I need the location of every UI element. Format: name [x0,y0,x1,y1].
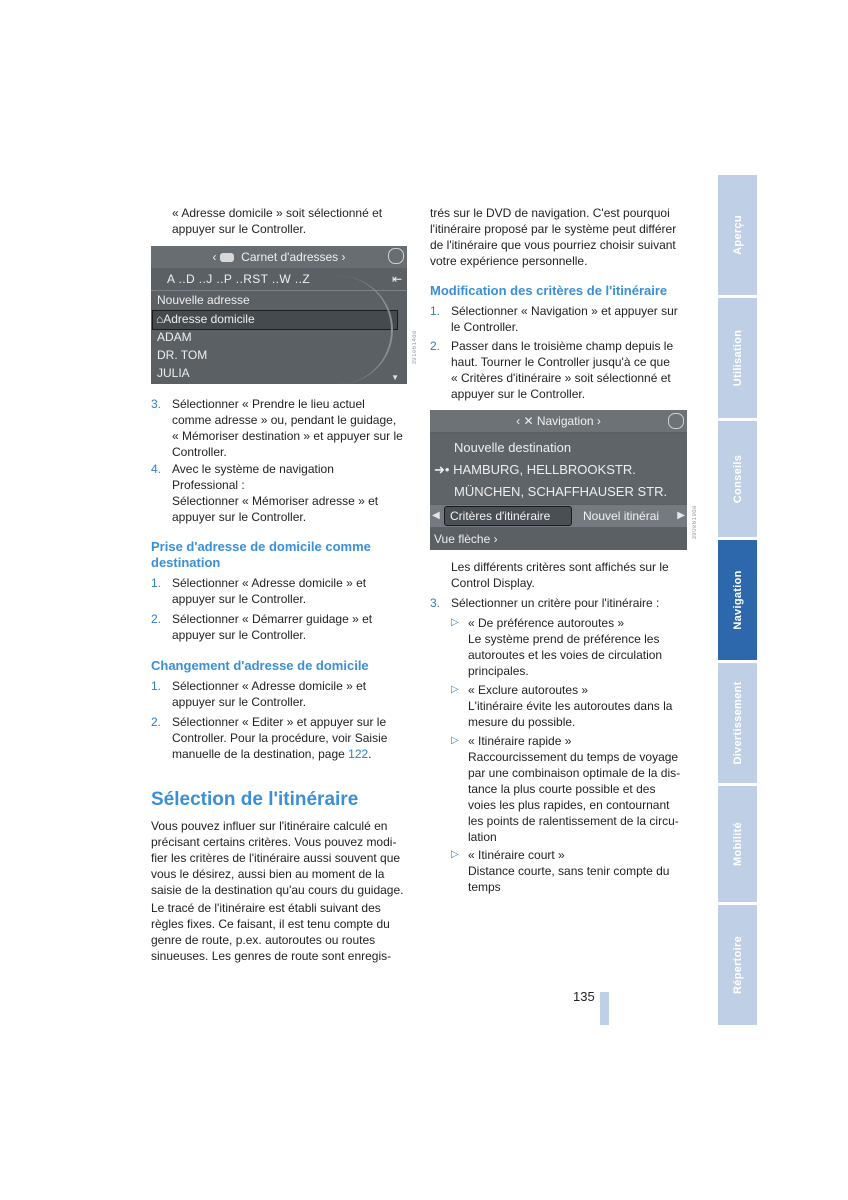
criterion-item: « Itinéraire rapide » Raccourcissement du temps de voyage par une combinaison optimale de la dis- tance la plus courte possible et des voies les plus rapides, en contournant les points de ralentissement de la circu- lation [468,734,681,844]
step-number: 3. [151,397,162,411]
step-text: Sélectionner un critère pour l'itinéraire : [451,596,660,610]
controller-icon [668,413,684,429]
tab-repertoire[interactable]: Répertoire [718,905,757,1025]
step-text: Sélectionner « Editer » et appuyer sur le Controller. Pour la procédure, voir Saisie manuelle de la destination, page 122. [172,715,388,761]
right-arrow-icon: › [596,414,601,428]
page-section-title: Sélection de l'itinéraire [151,789,359,810]
address-book-icon [220,253,234,262]
criterion-item: « Itinéraire court » Distance courte, sans tenir compte du temps [468,848,670,894]
step-text: Sélectionner « Démarrer guidage » et appuyer sur le Controller. [172,612,373,642]
image-code: 391e614de [412,330,418,365]
address-row[interactable]: Nouvelle adresse [157,293,250,307]
section-heading: Changement d'adresse de domicile [151,658,369,673]
address-row[interactable]: DR. TOM [157,348,208,362]
bullet-triangle-icon: ▷ [451,849,459,860]
tab-divertissement[interactable]: Divertissement [718,663,757,783]
address-row[interactable]: ADAM [157,330,192,344]
image-code: 390e619de [692,505,698,540]
menu-left-icon[interactable]: ◀ [432,510,440,521]
alphabet-bar[interactable]: A ..D ..J ..P ..RST ..W ..Z [167,272,311,286]
section-heading: Modification des critères de l'itinéraire [430,283,668,298]
page-number: 135 [573,989,595,1004]
menu-right-icon[interactable]: ▶ [677,510,685,521]
address-row[interactable]: JULIA [157,366,190,380]
paragraph: trés sur le DVD de navigation. C'est pourquoi l'itinéraire proposé par le système peut différer de l'itinéraire que vous pourriez choisir suivant votre expérience personnelle. [430,206,677,268]
tab-route-criteria-label: Critères d'itinéraire [450,509,551,523]
criterion-item: « Exclure autoroutes » L'itinéraire évite les autoroutes dans la mesure du possible. [468,683,673,729]
step-text: Avec le système de navigation Professional : Sélectionner « Mémoriser adresse » et appuyer sur le Controller. [172,462,379,524]
tab-mobilite[interactable]: Mobilité [718,786,757,902]
destination-row-active[interactable]: ➜• HAMBURG, HELLBROOKSTR. [434,462,636,477]
backspace-icon[interactable]: ⇤ [391,272,402,286]
screen-title: Navigation [536,414,594,428]
intro-line-1: « Adresse domicile » soit sélectionné et [172,206,383,220]
step-text: Sélectionner « Adresse domicile » et appuyer sur le Controller. [172,679,367,709]
left-arrow-icon: ‹ [516,414,524,428]
controller-icon [388,248,404,264]
step-number: 1. [430,304,441,318]
section-heading-cont: destination [151,555,221,570]
step-number: 3. [430,596,441,610]
scroll-down-icon[interactable]: ▼ [391,373,399,382]
right-arrow-icon: › [341,250,346,264]
address-row-selected[interactable]: ⌂Adresse domicile [156,312,255,326]
tab-navigation[interactable]: Navigation [718,540,757,660]
address-book-screen [151,246,407,384]
step-number: 2. [151,715,162,729]
tab-conseils[interactable]: Conseils [718,421,757,537]
tab-apercu[interactable]: Aperçu [718,175,757,295]
screen-header [430,410,687,432]
tab-new-route[interactable]: Nouvel itinérai [583,509,660,523]
step-text: Sélectionner « Prendre le lieu actuel comme adresse » ou, pendant le guidage, « Mémoriser destination » et appuyer sur le Controller. [172,397,403,459]
navigation-screen [430,410,687,550]
step-text: Sélectionner « Adresse domicile » et appuyer sur le Controller. [172,576,367,606]
home-icon: ⌂ [156,312,164,326]
step-text: Passer dans le troisième champ depuis le haut. Tourner le Controller jusqu'à ce que « Critères d'itinéraire » soit sélectionné et appuyer sur le Controller. [451,339,674,401]
left-arrow-icon: ‹ [212,250,220,264]
arrow-view-item[interactable]: Vue flèche › [434,532,498,546]
step-number: 1. [151,679,162,693]
step-number: 1. [151,576,162,590]
bullet-triangle-icon: ▷ [451,735,459,746]
step-text: Sélectionner « Navigation » et appuyer sur le Controller. [451,304,678,334]
step-number: 4. [151,462,162,476]
screen-title: Carnet d'adresses [241,250,339,264]
bullet-triangle-icon: ▷ [451,617,459,628]
paragraph: Vous pouvez influer sur l'itinéraire calculé en précisant certains critères. Vous pouvez modi- fier les critères de l'itinéraire aussi souvent que vous le désirez, aussi bien au moment de la saisie de la destination qu'au cours du guidage. [151,819,404,897]
step-number: 2. [151,612,162,626]
destination-row[interactable]: Nouvelle destination [454,440,572,455]
destination-row[interactable]: MÜNCHEN, SCHAFFHAUSER STR. [454,484,668,499]
screen-header [151,246,407,268]
paragraph: Le tracé de l'itinéraire est établi suivant des règles fixes. Ce faisant, il est tenu compte du genre de route, p.ex. autoroutes ou routes sinueuses. Les genres de route sont enregis- [151,901,392,963]
page-marker [600,992,609,1025]
section-heading: Prise d'adresse de domicile comme [151,539,371,554]
paragraph: Les différents critères sont affichés sur le Control Display. [451,560,669,590]
intro-line-2: appuyer sur le Controller. [172,222,307,236]
step-number: 2. [430,339,441,353]
page-link[interactable]: 122 [348,747,369,761]
criterion-item: « De préférence autoroutes » Le système prend de préférence les autoroutes et les voies de circulation principales. [468,616,663,678]
scroll-arc [327,276,393,384]
bullet-triangle-icon: ▷ [451,684,459,695]
navigation-icon: ✕ [523,414,537,428]
route-arrow-icon: ➜• [434,462,454,477]
chevron-right-icon: › [490,532,498,546]
tab-utilisation[interactable]: Utilisation [718,298,757,418]
